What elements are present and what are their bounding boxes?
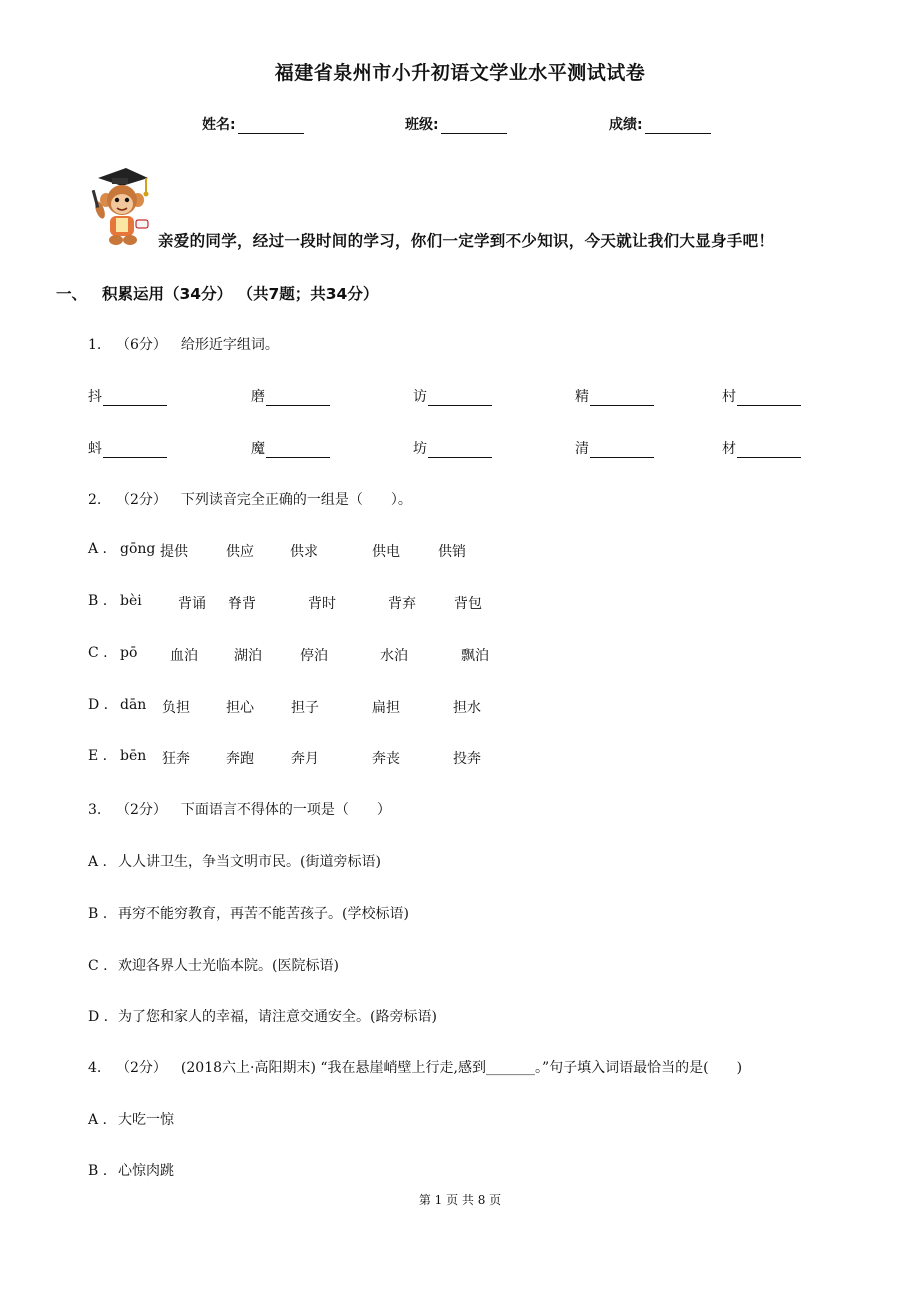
question-text: 给形近字组词。	[180, 337, 279, 353]
question-number: 3.	[88, 802, 102, 818]
option-word: 奔丧	[372, 751, 400, 767]
section-number: 一、	[56, 285, 88, 303]
word-cell[interactable]	[251, 438, 330, 458]
option-word: 投奔	[453, 751, 481, 767]
word-char: 抖	[88, 389, 102, 405]
answer-blank[interactable]	[737, 443, 801, 458]
option-word: 供应	[226, 544, 254, 560]
option-word: 供求	[290, 544, 318, 560]
option-letter: C .	[88, 645, 108, 661]
answer-blank[interactable]	[266, 443, 330, 458]
option-word: 奔跑	[226, 751, 254, 767]
option-text: 大吃一惊	[118, 1112, 174, 1128]
option-c[interactable]	[88, 645, 489, 664]
option-pinyin: bèi	[120, 593, 142, 609]
question-number: 1.	[88, 337, 102, 353]
option-letter: A .	[88, 1112, 108, 1128]
option-word: 担水	[453, 700, 481, 716]
option-letter: A .	[88, 541, 108, 557]
word-char: 访	[413, 389, 427, 405]
option-letter: A .	[88, 854, 108, 870]
question-score: （2分）	[116, 1060, 167, 1076]
word-cell[interactable]	[722, 386, 801, 406]
option-word: 脊背	[228, 596, 256, 612]
option-pinyin: pō	[120, 645, 138, 661]
option-b[interactable]	[88, 903, 409, 923]
option-word: 血泊	[170, 648, 198, 664]
answer-blank[interactable]	[428, 443, 492, 458]
option-letter: B .	[88, 593, 108, 609]
question-score: （6分）	[116, 337, 167, 353]
option-word: 停泊	[300, 648, 328, 664]
option-pinyin: gōng	[120, 541, 156, 557]
question-2	[88, 489, 412, 509]
option-word: 供电	[372, 544, 400, 560]
question-4	[88, 1057, 742, 1077]
greeting-text: 亲爱的同学，经过一段时间的学习，你们一定学到不少知识，今天就让我们大显身手吧！	[158, 232, 775, 250]
class-field[interactable]	[405, 114, 507, 134]
answer-blank[interactable]	[103, 443, 167, 458]
question-number: 4.	[88, 1060, 102, 1076]
word-cell[interactable]	[88, 386, 167, 406]
name-field[interactable]	[202, 114, 304, 134]
question-score: （2分）	[116, 802, 167, 818]
word-char: 坊	[413, 441, 427, 457]
question-text: 下列读音完全正确的一组是（ ）。	[180, 492, 412, 508]
word-char: 蚪	[88, 441, 102, 457]
student-mascot-icon	[86, 164, 152, 248]
word-char: 材	[722, 441, 736, 457]
question-3	[88, 799, 391, 819]
word-char: 磨	[251, 389, 265, 405]
option-word: 提供	[160, 544, 188, 560]
option-word: 狂奔	[162, 751, 190, 767]
page-title: 福建省泉州市小升初语文学业水平测试试卷	[274, 62, 646, 84]
option-d[interactable]	[88, 697, 481, 716]
answer-blank[interactable]	[590, 391, 654, 406]
question-1	[88, 334, 279, 354]
page-footer: 第 1 页 共 8 页	[418, 1193, 502, 1207]
word-cell[interactable]	[722, 438, 801, 458]
option-word: 背时	[308, 596, 336, 612]
option-letter: D .	[88, 1009, 109, 1025]
name-label: 姓名:	[202, 117, 236, 133]
option-word: 水泊	[380, 648, 408, 664]
option-text: 心惊肉跳	[118, 1163, 174, 1179]
option-text: 再穷不能穷教育，再苦不能苦孩子。(学校标语)	[118, 906, 409, 922]
word-cell[interactable]	[413, 386, 492, 406]
word-char: 魔	[251, 441, 265, 457]
option-e[interactable]	[88, 748, 481, 767]
word-char: 清	[575, 441, 589, 457]
word-cell[interactable]	[88, 438, 167, 458]
option-pinyin: dān	[120, 697, 147, 713]
word-char: 精	[575, 389, 589, 405]
option-word: 湖泊	[234, 648, 262, 664]
option-text: 为了您和家人的幸福，请注意交通安全。(路旁标语)	[118, 1009, 437, 1025]
section-title: 积累运用（34分） （共7题；共34分）	[102, 285, 379, 303]
answer-blank[interactable]	[428, 391, 492, 406]
name-blank[interactable]	[238, 119, 304, 134]
word-cell[interactable]	[575, 386, 654, 406]
word-char: 村	[722, 389, 736, 405]
option-word: 供销	[438, 544, 466, 560]
answer-blank[interactable]	[737, 391, 801, 406]
option-letter: C .	[88, 958, 108, 974]
word-cell[interactable]	[251, 386, 330, 406]
option-pinyin: bēn	[120, 748, 147, 764]
class-blank[interactable]	[441, 119, 507, 134]
option-letter: B .	[88, 1163, 108, 1179]
option-text: 欢迎各界人士光临本院。(医院标语)	[118, 958, 339, 974]
option-d[interactable]	[88, 1006, 437, 1026]
option-a[interactable]	[88, 851, 381, 871]
option-word: 飘泊	[461, 648, 489, 664]
question-score: （2分）	[116, 492, 167, 508]
answer-blank[interactable]	[266, 391, 330, 406]
section-heading	[56, 282, 378, 304]
option-c[interactable]	[88, 955, 339, 975]
option-word: 负担	[162, 700, 190, 716]
word-cell[interactable]	[575, 438, 654, 458]
option-a[interactable]	[88, 541, 466, 560]
class-label: 班级:	[405, 117, 439, 133]
option-word: 背包	[454, 596, 482, 612]
question-number: 2.	[88, 492, 102, 508]
option-letter: E .	[88, 748, 108, 764]
question-text: 下面语言不得体的一项是（ ）	[180, 802, 391, 818]
option-word: 背弃	[388, 596, 416, 612]
score-blank[interactable]	[645, 119, 711, 134]
answer-blank[interactable]	[103, 391, 167, 406]
option-b[interactable]	[88, 593, 482, 612]
option-word: 扁担	[372, 700, 400, 716]
score-label: 成绩:	[609, 117, 643, 133]
option-b[interactable]	[88, 1160, 174, 1180]
question-text: (2018六上·高阳期末) “我在悬崖峭壁上行走,感到_______。”句子填入词语最恰当的是( )	[180, 1060, 743, 1076]
word-cell[interactable]	[413, 438, 492, 458]
option-word: 奔月	[291, 751, 319, 767]
option-word: 担子	[291, 700, 319, 716]
score-field[interactable]	[609, 114, 711, 134]
option-word: 担心	[226, 700, 254, 716]
option-text: 人人讲卫生，争当文明市民。(街道旁标语)	[118, 854, 381, 870]
option-word: 背诵	[178, 596, 206, 612]
answer-blank[interactable]	[590, 443, 654, 458]
option-letter: B .	[88, 906, 108, 922]
option-a[interactable]	[88, 1109, 174, 1129]
option-letter: D .	[88, 697, 109, 713]
